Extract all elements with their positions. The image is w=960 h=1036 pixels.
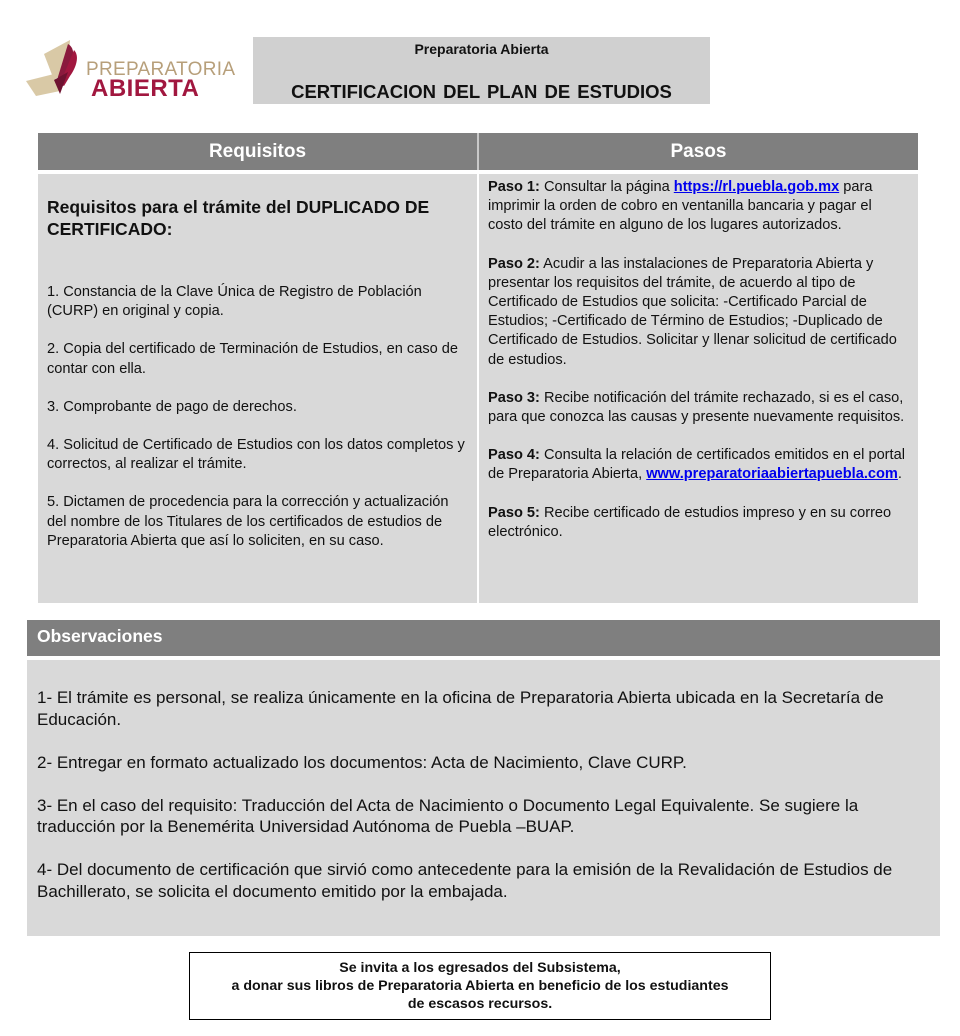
- paso-label: Paso 5:: [488, 504, 540, 521]
- paso-item: [488, 178, 910, 236]
- paso-label: Paso 3:: [488, 389, 540, 406]
- requisito-item: 2. Copia del certificado de Terminación de Estudios, en caso de contar con ella.: [47, 341, 459, 377]
- requisito-item: 4. Solicitud de Certificado de Estudios con los datos completos y correctos, al realizar el trámite.: [47, 437, 465, 473]
- paso-label: Paso 2:: [488, 255, 540, 272]
- paso-text: Consultar la página: [539, 179, 674, 195]
- pasos-cell: [479, 174, 918, 603]
- paso-text: Recibe notificación del trámite rechazado, si es el caso, para que conozca las causas y presente nuevamente requisitos.: [488, 389, 905, 426]
- observacion-item: 4- Del documento de certificación que sirvió como antecedente para la emisión de la Revalidación de Estudios de Bachillerato, se solicita el documento emitido por la embajada.: [37, 860, 893, 901]
- paso-text: .: [897, 466, 902, 483]
- observacion-item: 2- Entregar en formato actualizado los documentos: Acta de Nacimiento, Clave CURP.: [37, 752, 687, 772]
- paso-text: Consulta la relación de certificados emitidos en el portal de Preparatoria Abierta,: [488, 447, 905, 483]
- puebla-payment-link[interactable]: https://rl.puebla.gob.mx: [673, 179, 840, 195]
- observacion-item: 3- En el caso del requisito: Traducción del Acta de Nacimiento o Documento Legal Equivalente. Se sugiere la traducción por la Benemérita Universidad Autónoma de Puebla –BUAP.: [37, 795, 859, 836]
- preparatoria-abierta-logo: [24, 36, 234, 106]
- page-title: CERTIFICACION DEL PLAN DE ESTUDIOS: [291, 81, 672, 102]
- requisitos-cell: [38, 174, 477, 603]
- logo-text-preparatoria: PREPARATORIA: [86, 59, 236, 80]
- paso-text: Recibe certificado de estudios impreso y en su correo electrónico.: [488, 504, 892, 540]
- observaciones-header: Observaciones: [27, 620, 940, 656]
- table-body-row: [38, 174, 918, 603]
- requisito-item: 5. Dictamen de procedencia para la corrección y actualización del nombre de los Titulares de los certificados de estudios de Preparatoria Abierta que así lo soliciten, en su caso.: [47, 494, 449, 549]
- notice-line: de escasos recursos.: [407, 996, 553, 1012]
- requisitos-title: Requisitos para el trámite del DUPLICADO DE CERTIFICADO:: [47, 197, 430, 239]
- requisito-item: 1. Constancia de la Clave Única de Registro de Población (CURP) en original y copia.: [47, 284, 422, 320]
- title-box: [253, 37, 710, 104]
- observaciones-body: [27, 660, 940, 936]
- paso-item: [488, 255, 910, 370]
- observacion-item: 1- El trámite es personal, se realiza únicamente en la oficina de Preparatoria Abierta ubicada en la Secretaría de Educación.: [37, 688, 884, 729]
- logo-text-abierta: ABIERTA: [91, 75, 200, 102]
- notice-line: Se invita a los egresados del Subsistema,: [339, 960, 621, 976]
- requisitos-pasos-table: [38, 133, 918, 603]
- paso-item: [488, 389, 910, 427]
- paso-text: para imprimir la orden de cobro en ventanilla bancaria y pagar el costo del trámite en alguno de los lugares autorizados.: [488, 179, 873, 234]
- column-header-pasos: Pasos: [670, 140, 727, 162]
- page-subtitle: Preparatoria Abierta: [414, 41, 549, 57]
- paso-label: Paso 1:: [488, 179, 540, 195]
- paso-item: [488, 504, 910, 542]
- paso-item: [488, 446, 910, 484]
- column-header-requisitos: Requisitos: [38, 133, 479, 170]
- paso-label: Paso 4:: [488, 447, 540, 464]
- requisito-item: 3. Comprobante de pago de derechos.: [47, 398, 297, 415]
- table-header-row: [38, 133, 918, 170]
- paso-text: Acudir a las instalaciones de Preparatoria Abierta y presentar los requisitos del trámite, de acuerdo al tipo de Certificado de Estudios que solicita: -Certificado Parcial de Estudios; -Certificado de Término de Estudios; -Duplicado de Certificado de Estudios. Solicitar y llenar solicitud de certificado de estudios.: [488, 255, 897, 368]
- donation-notice: [189, 952, 771, 1020]
- preparatoria-portal-link[interactable]: www.preparatoriaabiertapuebla.com: [646, 466, 898, 483]
- notice-line: a donar sus libros de Preparatoria Abierta en beneficio de los estudiantes: [231, 978, 729, 994]
